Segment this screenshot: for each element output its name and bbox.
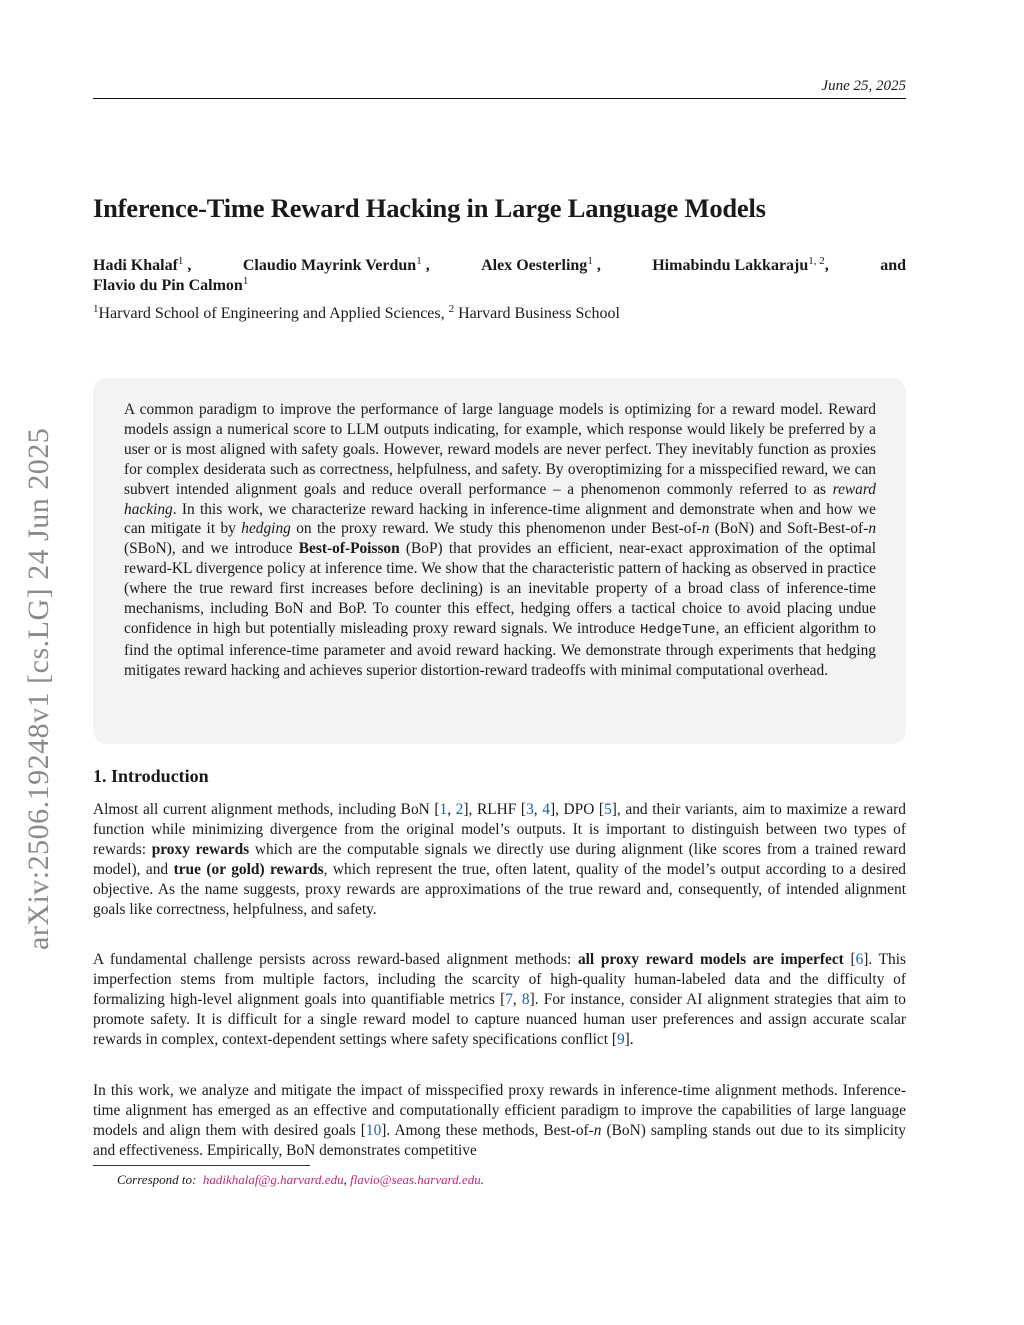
author-list: [93, 256, 906, 296]
affiliation: Harvard Business School: [458, 305, 620, 322]
citation-link[interactable]: 1: [439, 801, 448, 818]
affiliations: $^1$Harvard School of Engineering and Applied Sciences, $^2$ Harvard Business School: [93, 303, 620, 322]
citation-link[interactable]: 8: [521, 991, 530, 1009]
author-row: [93, 276, 906, 296]
author: Hadi Khalaf$^1$ ,: [93, 255, 192, 274]
author: Flavio du Pin Calmon$^1$: [93, 275, 249, 294]
correspondence-footnote: Correspond to: hadikhalaf@g.harvard.edu, flavio@seas.harvard.edu.: [117, 1172, 484, 1187]
section-heading: 1. Introduction: [93, 766, 209, 786]
author-row: [93, 256, 906, 276]
header-rule: [93, 98, 906, 99]
arxiv-identifier: arXiv:2506.19248v1 [cs.LG] 24 Jun 2025: [22, 427, 55, 950]
email-link[interactable]: hadikhalaf@g.harvard.edu: [202, 1172, 344, 1187]
footnote-rule: [93, 1165, 310, 1166]
citation-link[interactable]: 10: [365, 1122, 382, 1140]
citation-link[interactable]: 7: [505, 991, 513, 1009]
paper-date: June 25, 2025: [821, 78, 906, 94]
affiliation: Harvard School of Engineering and Applied Sciences,: [98, 305, 445, 322]
citation-link[interactable]: 6: [855, 951, 864, 968]
citation-link[interactable]: 4: [542, 801, 550, 818]
algorithm-name: HedgeTune: [639, 621, 716, 638]
citation-link[interactable]: 2: [455, 801, 464, 818]
citation-link[interactable]: 9: [616, 1031, 625, 1049]
paper-title: Inference-Time Reward Hacking in Large Language Models: [93, 193, 766, 223]
author: Claudio Mayrink Verdun$^1$ ,: [242, 255, 430, 274]
body-paragraph: Almost all current alignment methods, including BoN [1, 2], RLHF [3, 4], DPO [5], and their variants, aim to maximize a reward function while minimizing divergence from the original model’s outputs. It is important to distinguish between two types of rewards: proxy rewards which are the computable signals we directly use during alignment (like scores from a trained reward model), and true (or gold) rewards, which represent the true, often latent, quality of the model’s output according to a desired objective. As the name suggests, proxy rewards are approximations of the true reward and, consequently, of intended alignment goals like correctness, helpfulness, and safety.: [93, 801, 906, 919]
citation-link[interactable]: 3: [526, 801, 534, 818]
body-paragraph: A fundamental challenge persists across reward-based alignment methods: all proxy reward models are imperfect [6]. This imperfection stems from multiple factors, including the scarcity of high-quality human-labeled data and the difficulty of formalizing high-level alignment goals into quantifiable metrics [7, 8]. For instance, consider AI alignment strategies that aim to promote safety. It is difficult for a single reward model to capture nuanced human user preferences and assign accurate scalar rewards in complex, context-dependent settings where safety specifications conflict [9].: [93, 951, 906, 1049]
body-paragraph: In this work, we analyze and mitigate the impact of misspecified proxy rewards in inference-time alignment methods. Inference-time alignment has emerged as an effective and computationally efficient paradigm to improve the capabilities of large language models and align them with desired goals [10]. Among these methods, Best-of-n (BoN) sampling stands out due to its simplicity and effectiveness. Empirically, BoN demonstrates competitive: [93, 1082, 906, 1160]
author: Alex Oesterling$^1$ ,: [481, 255, 601, 274]
author: Himabindu Lakkaraju$^{1, 2}$,: [652, 255, 829, 274]
email-link[interactable]: flavio@seas.harvard.edu: [350, 1172, 481, 1187]
author-conjunction: and: [880, 257, 906, 274]
abstract: A common paradigm to improve the performance of large language models is optimizing for a reward model. Reward models assign a numerical score to LLM outputs indicating, for example, which response would likely be preferred by a user or is most aligned with safety goals. However, reward models are never perfect. They inevitably function as proxies for complex desiderata such as correctness, helpfulness, and safety. By overoptimizing for a misspecified reward, we can subvert intended alignment goals and reduce overall performance – a phenomenon commonly referred to as reward hacking. In this work, we characterize reward hacking in inference-time alignment and demonstrate when and how we can mitigate it by hedging on the proxy reward. We study this phenomenon under Best-of-n (BoN) and Soft-Best-of-n (SBoN), and we introduce Best-of-Poisson (BoP) that provides an efficient, near-exact approximation of the optimal reward-KL divergence policy at inference time. We show that the characteristic pattern of hacking as observed in practice (where the true reward first increases before declining) is an inevitable property of a broad class of inference-time mechanisms, including BoN and BoP. To counter this effect, hedging offers a tactical choice to avoid placing undue confidence in high but potentially misleading proxy reward signals. We introduce HedgeTune, an efficient algorithm to find the optimal inference-time parameter and avoid reward hacking. We demonstrate through experiments that hedging mitigates reward hacking and achieves superior distortion-reward tradeoffs with minimal computational overhead.: [124, 401, 877, 679]
citation-link[interactable]: 5: [604, 801, 612, 818]
